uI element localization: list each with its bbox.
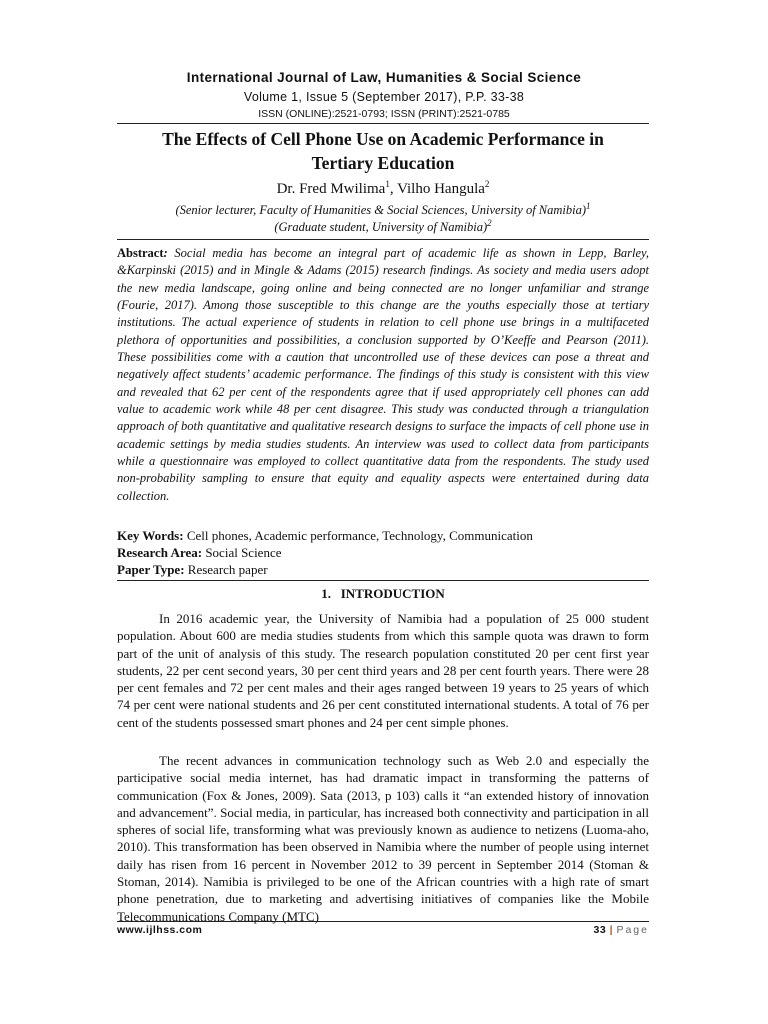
page-label: Page (616, 924, 649, 936)
page-number-separator: | (606, 924, 617, 936)
volume-info: Volume 1, Issue 5 (September 2017), P.P. 33-38 (243, 90, 525, 104)
page-number (594, 924, 650, 936)
author-separator: , (389, 181, 398, 197)
keywords (117, 528, 649, 544)
author-2-marker: 2 (484, 179, 490, 189)
body-paragraph-2: The recent advances in communication technology such as Web 2.0 and especially the participative social media internet, has had dramatic impact in transforming the patterns of communication (Fox & Jones, 2009). Sata (2013, p 103) calls it “an extended history of innovation and advancement”. Social media, in particular, has increased both connectivity and participation in all spheres of social life, transforming what was previously known as audience to netizens (Luoma-aho, 2010). This transformation has been observed in Namibia where the number of people using internet daily has risen from 16 percent in November 2012 to 39 percent in September 2014 (Stoman & Stoman, 2014). Namibia is privileged to be one of the African countries with a high rate of smart phone penetration, due to marketing and advertising initiatives of companies like the Mobile Telecommunications Company (MTC) (117, 753, 649, 924)
issn-info: ISSN (ONLINE):2521-0793; ISSN (PRINT):2521-0785 (258, 108, 510, 120)
author-1: Dr. Fred Mwilima (276, 181, 386, 197)
affiliation-2-marker: 2 (487, 217, 492, 228)
author-1-marker: 1 (385, 179, 390, 189)
research-area (117, 545, 649, 561)
keywords-label: Key Words: (117, 528, 184, 543)
paper-type (117, 562, 649, 578)
section-heading-introduction: 1. INTRODUCTION (321, 586, 445, 601)
affiliation-1 (117, 200, 649, 218)
research-area-label: Research Area: (117, 545, 203, 560)
author-2: Vilho Hangula (397, 181, 485, 197)
abstract-divider (117, 239, 649, 240)
affiliation-1-marker: 1 (586, 200, 591, 211)
journal-website-link[interactable]: www.ijlhss.com (117, 924, 203, 936)
paper-title (117, 127, 649, 175)
affiliation-2 (117, 217, 649, 235)
body-paragraph-1: In 2016 academic year, the University of Namibia had a population of 25 000 student population. About 600 are media studies students from which this sample quota was drawn to form part of the unit of analysis of this study. The research population constituted 20 per cent first year students, 22 per cent second years, 30 per cent third years and 28 per cent fourth years. There were 28 per cent females and 72 per cent males and their ages ranged between 19 years to 25 years of which 74 per cent were national students and 26 per cent constituted international students. A total of 76 per cent of the students possessed smart phones and 24 per cent simple phones. (117, 611, 649, 730)
abstract (117, 245, 649, 505)
abstract-colon: : (163, 246, 168, 260)
page-number-value: 33 (593, 924, 607, 936)
paper-type-value: Research paper (184, 562, 268, 577)
research-area-value: Social Science (202, 545, 282, 560)
header-divider (117, 123, 649, 124)
keywords-value: Cell phones, Academic performance, Technology, Communication (183, 528, 533, 543)
author-list (117, 181, 649, 198)
affiliation-2-text: (Graduate student, University of Namibia) (274, 220, 488, 234)
journal-name: International Journal of Law, Humanities & Social Science (186, 70, 582, 85)
paper-type-label: Paper Type: (117, 562, 185, 577)
affiliation-1-text: (Senior lecturer, Faculty of Humanities & Social Sciences, University of Namibia) (175, 203, 587, 217)
paper-title-line-2: Tertiary Education (311, 153, 455, 173)
paper-title-line-1: The Effects of Cell Phone Use on Academic Performance in (162, 129, 604, 149)
footer-divider (117, 921, 649, 922)
introduction-divider (117, 580, 649, 581)
abstract-label: Abstract (117, 246, 164, 260)
abstract-text: Social media has become an integral part of academic life as shown in Lepp, Barley, &Karpinski (2015) and in Mingle & Adams (2015) research findings. As society and media users adopt the new media landscape, going online and being connected are no longer unfamiliar and strange (Fourie, 2017). Among those susceptible to this change are the youths especially those at tertiary institutions. The actual experience of students in relation to cell phone use brings in a multifaceted plethora of opportunities and possibilities, a conclusion supported by O’Keeffe and Pearson (2011). These possibilities come with a caution that uncontrolled use of these devices can pose a threat and negatively affect students’ academic performance. The findings of this study is consistent with this view and revealed that 62 per cent of the respondents agree that if used appropriately cell phones can add value to academic work while 48 per cent disagree. This study was conducted through a triangulation approach of both quantitative and qualitative research designs to surface the impacts of cell phone use in academic settings by media studies students. An interview was used to collect data from participants while a questionnaire was employed to collect quantitative data from the respondents. The study used non-probability sampling to ensure that equity and equality aspects were entertained during data collection. (117, 246, 649, 503)
